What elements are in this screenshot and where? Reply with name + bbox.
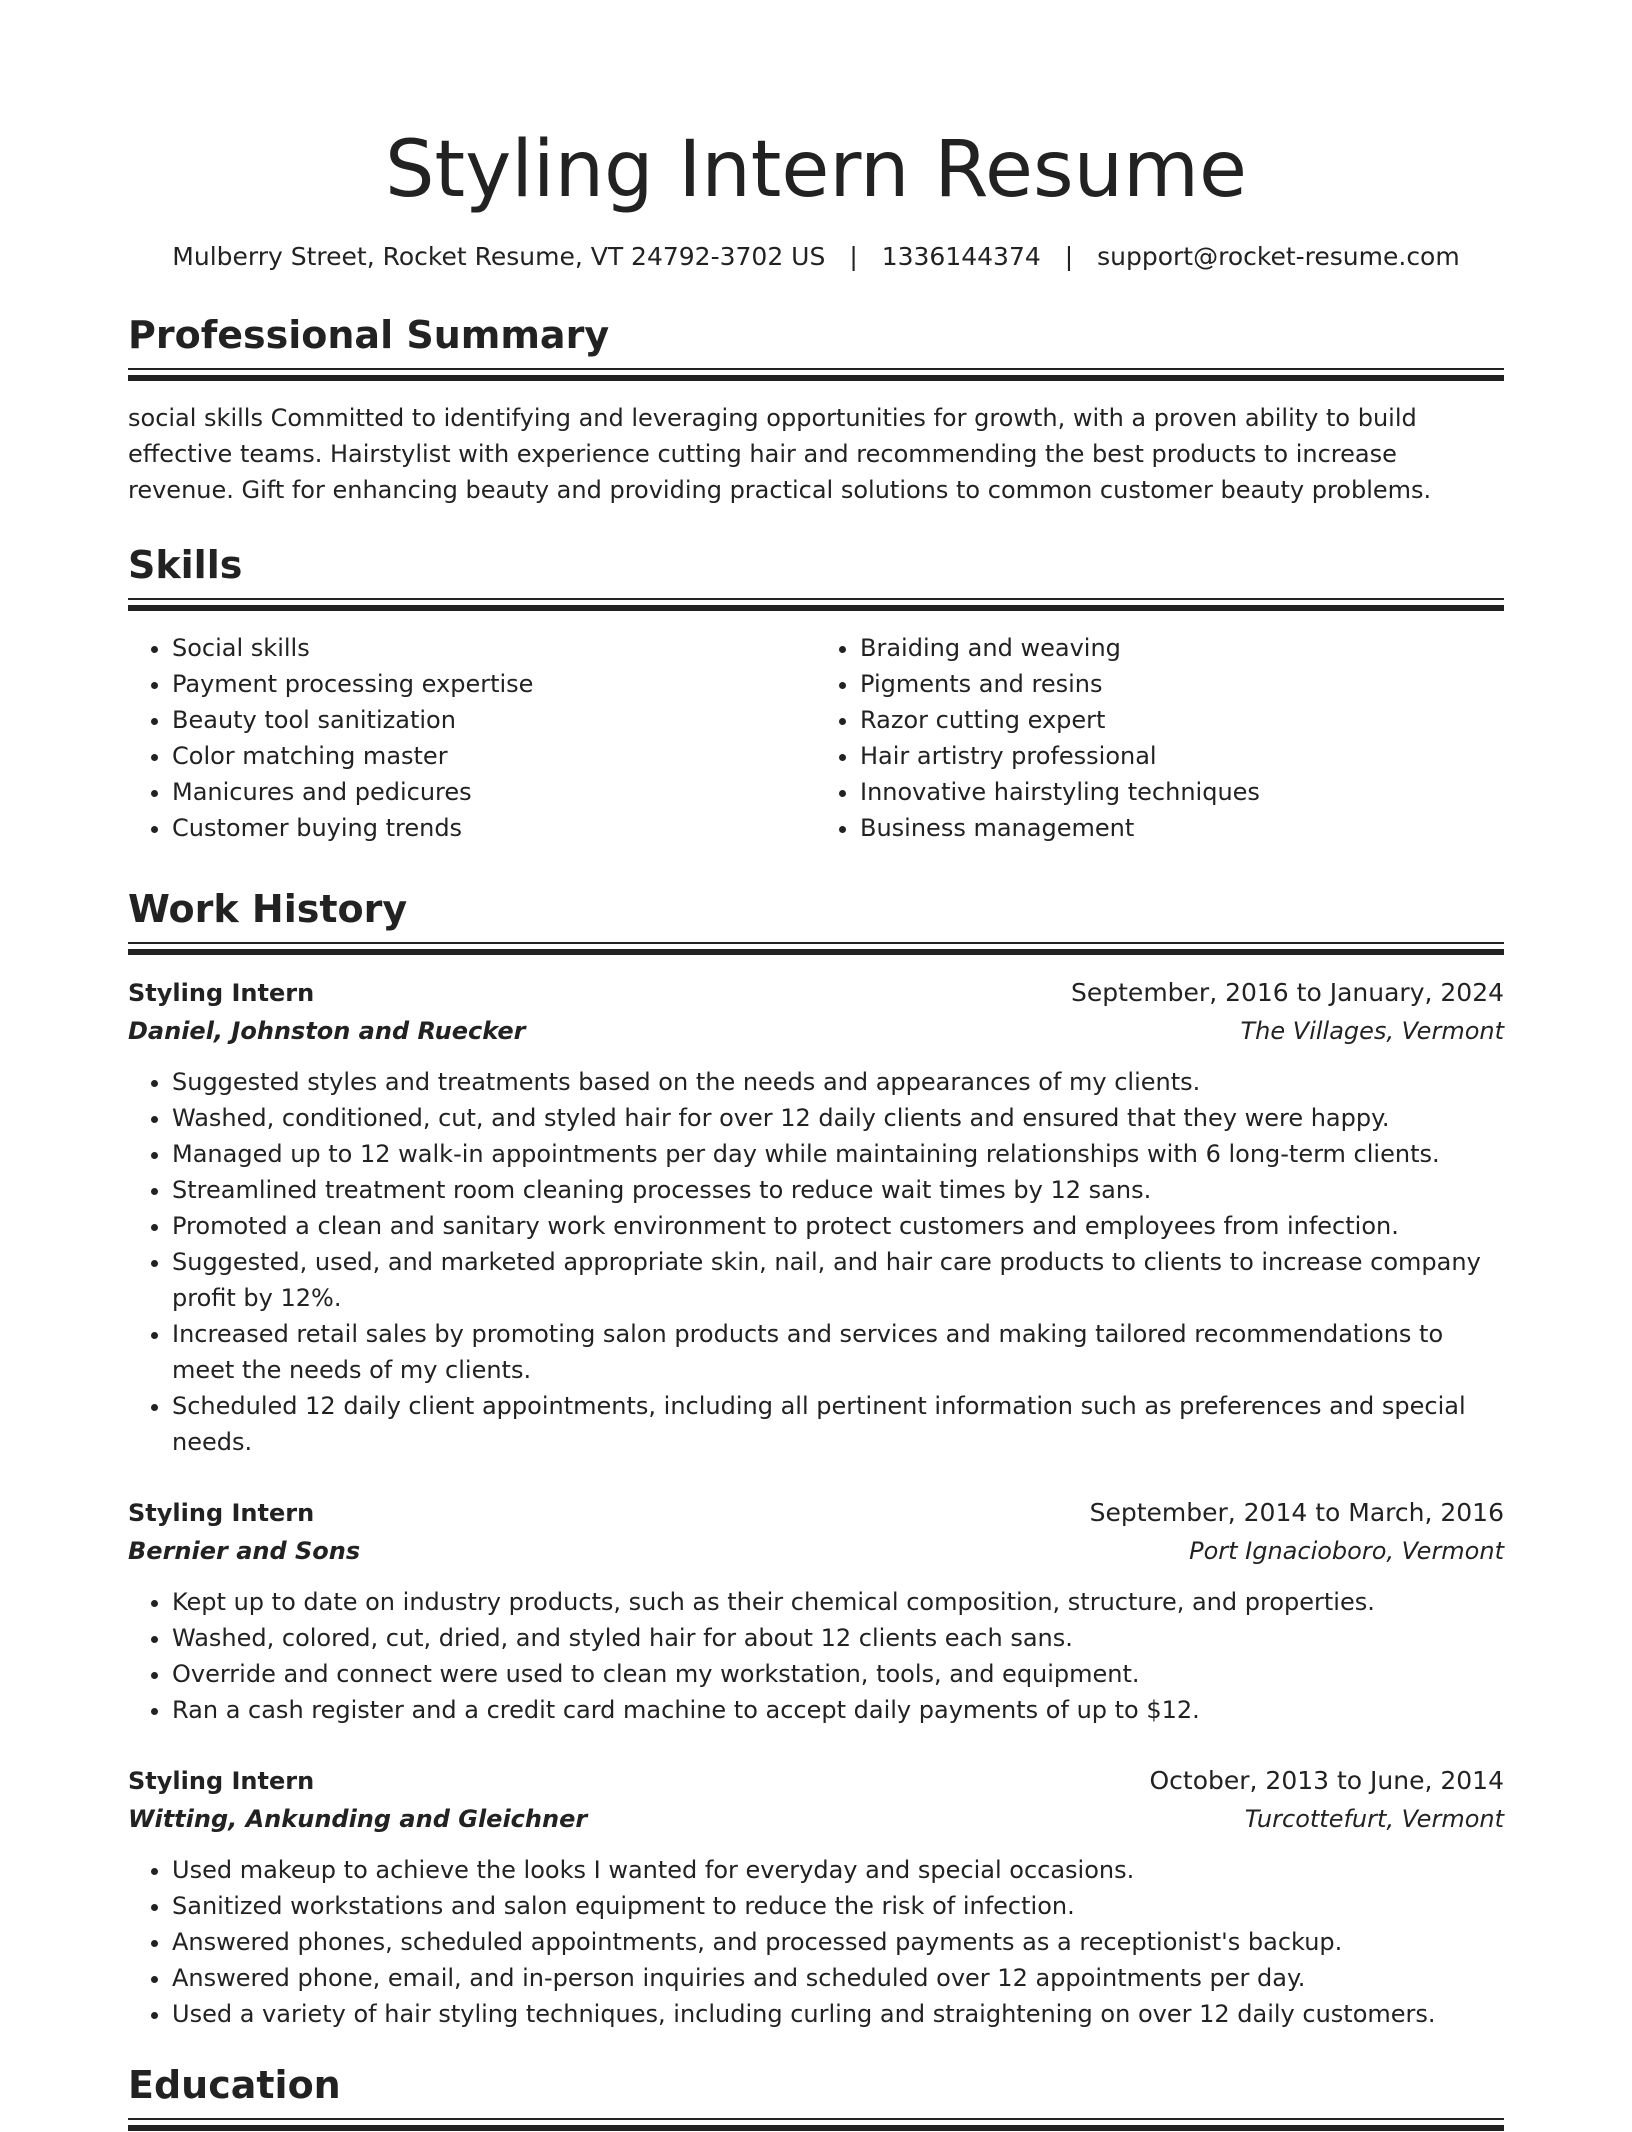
job-company: Witting, Ankunding and Gleichner: [128, 1805, 588, 1833]
education-heading: Education: [128, 2063, 341, 2107]
job-bullet: • Ran a cash register and a credit card machine to accept daily payments of up to $12.: [172, 1692, 1504, 1728]
work-history-section: [128, 884, 1504, 2032]
job-bullet: • Washed, conditioned, cut, and styled hair for over 12 daily clients and ensured that they were happy.: [172, 1100, 1504, 1136]
job-header: [128, 1494, 1504, 1532]
job-entry: [128, 974, 1504, 1460]
job-bullets: [128, 1064, 1504, 1460]
job-location: Port Ignacioboro, Vermont: [1189, 1537, 1504, 1565]
job-bullet: • Streamlined treatment room cleaning processes to reduce wait times by 12 sans.: [172, 1172, 1504, 1208]
job-bullet: • Suggested, used, and marketed appropriate skin, nail, and hair care products to clients to increase company profit by 12%.: [172, 1244, 1504, 1316]
job-bullet: • Override and connect were used to clean my workstation, tools, and equipment.: [172, 1656, 1504, 1692]
job-location: The Villages, Vermont: [1240, 1017, 1504, 1045]
job-bullet: • Scheduled 12 daily client appointments, including all pertinent information such as preferences and special needs.: [172, 1388, 1504, 1460]
skill-item: • Customer buying trends: [172, 810, 816, 846]
job-header: [128, 1762, 1504, 1800]
contact-address: Mulberry Street, Rocket Resume, VT 24792-3702 US: [172, 242, 826, 271]
job-bullet: • Sanitized workstations and salon equipment to reduce the risk of infection.: [172, 1888, 1504, 1924]
job-bullet: • Washed, colored, cut, dried, and styled hair for about 12 clients each sans.: [172, 1620, 1504, 1656]
skills-columns: [128, 630, 1504, 846]
contact-line: [128, 240, 1504, 274]
resume-title: Styling Intern Resume: [385, 125, 1247, 215]
job-bullet: • Increased retail sales by promoting salon products and services and making tailored recommendations to meet the needs of my clients.: [172, 1316, 1504, 1388]
contact-separator: |: [1064, 242, 1074, 271]
job-subheader: [128, 1800, 1504, 1838]
skill-item: • Social skills: [172, 630, 816, 666]
job-title: Styling Intern: [128, 1499, 315, 1527]
skill-item: • Pigments and resins: [860, 666, 1504, 702]
skill-item: • Beauty tool sanitization: [172, 702, 816, 738]
skill-item: • Hair artistry professional: [860, 738, 1504, 774]
skill-item: • Razor cutting expert: [860, 702, 1504, 738]
summary-heading: Professional Summary: [128, 313, 610, 357]
job-bullet: • Answered phone, email, and in-person inquiries and scheduled over 12 appointments per day.: [172, 1960, 1504, 1996]
job-bullet: • Kept up to date on industry products, such as their chemical composition, structure, and properties.: [172, 1584, 1504, 1620]
work-history-heading: Work History: [128, 887, 408, 931]
section-divider: [128, 942, 1504, 956]
job-company: Bernier and Sons: [128, 1537, 361, 1565]
job-entry: [128, 1494, 1504, 1728]
job-subheader: [128, 1012, 1504, 1050]
contact-email: support@rocket-resume.com: [1097, 242, 1460, 271]
skill-item: • Color matching master: [172, 738, 816, 774]
skills-section: [128, 540, 1504, 846]
job-dates: October, 2013 to June, 2014: [1149, 1766, 1504, 1795]
skill-item: • Payment processing expertise: [172, 666, 816, 702]
job-entry: [128, 1762, 1504, 2032]
skills-list-right: [816, 630, 1504, 846]
education-section: [128, 2060, 1504, 2132]
job-bullets: [128, 1852, 1504, 2032]
skill-item: • Braiding and weaving: [860, 630, 1504, 666]
section-divider: [128, 598, 1504, 612]
job-title: Styling Intern: [128, 979, 315, 1007]
skills-list-left: [128, 630, 816, 846]
job-bullet: • Used makeup to achieve the looks I wanted for everyday and special occasions.: [172, 1852, 1504, 1888]
job-dates: September, 2016 to January, 2024: [1071, 978, 1504, 1007]
contact-separator: |: [849, 242, 858, 271]
job-bullet: • Answered phones, scheduled appointments, and processed payments as a receptionist's backup.: [172, 1924, 1504, 1960]
job-location: Turcottefurt, Vermont: [1244, 1805, 1504, 1833]
skills-heading: Skills: [128, 543, 243, 587]
job-subheader: [128, 1532, 1504, 1570]
job-title: Styling Intern: [128, 1767, 315, 1795]
job-bullet: • Suggested styles and treatments based on the needs and appearances of my clients.: [172, 1064, 1504, 1100]
job-header: [128, 974, 1504, 1012]
skill-item: • Manicures and pedicures: [172, 774, 816, 810]
contact-phone: 1336144374: [881, 242, 1041, 271]
job-dates: September, 2014 to March, 2016: [1089, 1498, 1504, 1527]
summary-section: [128, 310, 1504, 508]
job-bullets: [128, 1584, 1504, 1728]
section-divider: [128, 368, 1504, 382]
job-bullet: • Managed up to 12 walk-in appointments per day while maintaining relationships with 6 long-term clients.: [172, 1136, 1504, 1172]
skill-item: • Business management: [860, 810, 1504, 846]
summary-text: social skills Committed to identifying and leveraging opportunities for growth, with a proven ability to build effective teams. Hairstylist with experience cutting hair and recommending the best products to increase revenue. Gift for enhancing beauty and providing practical solutions to common customer beauty problems.: [128, 404, 1432, 504]
section-divider: [128, 2118, 1504, 2132]
job-bullet: • Promoted a clean and sanitary work environment to protect customers and employees from infection.: [172, 1208, 1504, 1244]
skill-item: • Innovative hairstyling techniques: [860, 774, 1504, 810]
job-bullet: • Used a variety of hair styling techniques, including curling and straightening on over 12 daily customers.: [172, 1996, 1504, 2032]
job-company: Daniel, Johnston and Ruecker: [128, 1017, 526, 1045]
